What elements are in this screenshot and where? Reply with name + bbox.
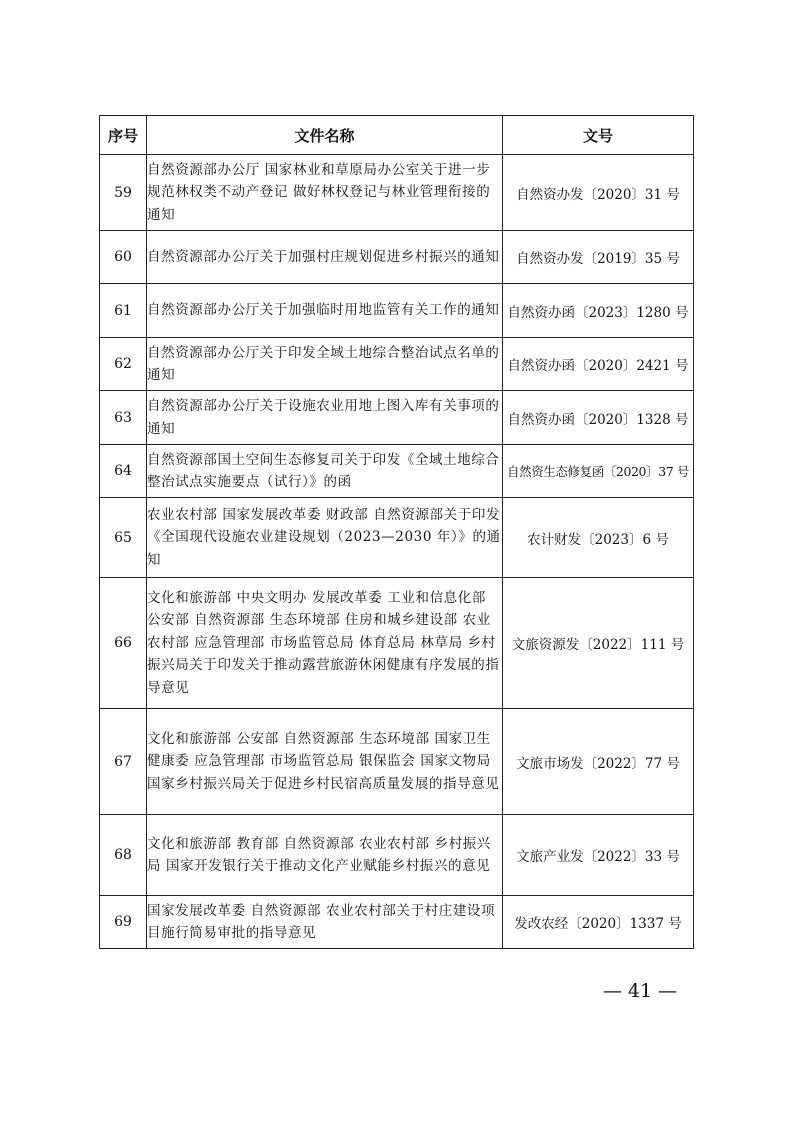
table-row [100,445,694,498]
row-doc-number: 文旅市场发〔2022〕77 号 [503,709,694,815]
row-doc-number: 自然资办函〔2023〕1280 号 [503,284,694,338]
row-file-name: 自然资源部办公厅 国家林业和草原局办公室关于进一步规范林权类不动产登记 做好林权登记与林业管理衔接的通知 [147,155,503,231]
row-doc-number: 自然资办发〔2020〕31 号 [503,155,694,231]
table-row [100,578,694,709]
header-file-name: 文件名称 [147,116,503,155]
row-doc-number: 文旅产业发〔2022〕33 号 [503,815,694,896]
table-row [100,284,694,338]
row-doc-number: 文旅资源发〔2022〕111 号 [503,578,694,709]
row-serial: 60 [100,231,147,284]
row-serial: 63 [100,391,147,445]
table-row [100,709,694,815]
row-doc-number: 农计财发〔2023〕6 号 [503,498,694,578]
row-doc-number: 自然资办函〔2020〕2421 号 [503,338,694,391]
table-row [100,155,694,231]
row-file-name: 自然资源部办公厅关于设施农业用地上图入库有关事项的通知 [147,391,503,445]
header-serial: 序号 [100,116,147,155]
table-row [100,896,694,949]
row-serial: 64 [100,445,147,498]
row-serial: 62 [100,338,147,391]
row-file-name: 自然资源部办公厅关于印发全域土地综合整治试点名单的通知 [147,338,503,391]
row-serial: 68 [100,815,147,896]
document-table [99,115,694,949]
row-doc-number: 自然资办发〔2019〕35 号 [503,231,694,284]
table-row [100,498,694,578]
row-file-name: 自然资源部办公厅关于加强村庄规划促进乡村振兴的通知 [147,231,503,284]
row-file-name: 文化和旅游部 教育部 自然资源部 农业农村部 乡村振兴局 国家开发银行关于推动文化产业赋能乡村振兴的意见 [147,815,503,896]
row-serial: 67 [100,709,147,815]
header-doc-number: 文号 [503,116,694,155]
row-doc-number: 自然资办函〔2020〕1328 号 [503,391,694,445]
row-file-name: 文化和旅游部 中央文明办 发展改革委 工业和信息化部 公安部 自然资源部 生态环境部 住房和城乡建设部 农业农村部 应急管理部 市场监管总局 体育总局 林草局 乡村振兴局关于印发关于推动露营旅游休闲健康有序发展的指导意见 [147,578,503,709]
row-doc-number: 自然资生态修复函〔2020〕37 号 [503,445,694,498]
row-serial: 69 [100,896,147,949]
row-serial: 61 [100,284,147,338]
table-row [100,231,694,284]
table-row [100,338,694,391]
table-header-row [100,116,694,155]
row-serial: 66 [100,578,147,709]
table-row [100,391,694,445]
row-file-name: 文化和旅游部 公安部 自然资源部 生态环境部 国家卫生健康委 应急管理部 市场监管总局 银保监会 国家文物局 国家乡村振兴局关于促进乡村民宿高质量发展的指导意见 [147,709,503,815]
row-doc-number: 发改农经〔2020〕1337 号 [503,896,694,949]
row-serial: 65 [100,498,147,578]
page-number: — 41 — [602,980,678,1002]
table-row [100,815,694,896]
row-file-name: 国家发展改革委 自然资源部 农业农村部关于村庄建设项目施行简易审批的指导意见 [147,896,503,949]
row-file-name: 自然资源部国土空间生态修复司关于印发《全域土地综合整治试点实施要点（试行）》的函 [147,445,503,498]
row-serial: 59 [100,155,147,231]
row-file-name: 自然资源部办公厅关于加强临时用地监管有关工作的通知 [147,284,503,338]
row-file-name: 农业农村部 国家发展改革委 财政部 自然资源部关于印发《全国现代设施农业建设规划（2023—2030 年）》的通知 [147,498,503,578]
